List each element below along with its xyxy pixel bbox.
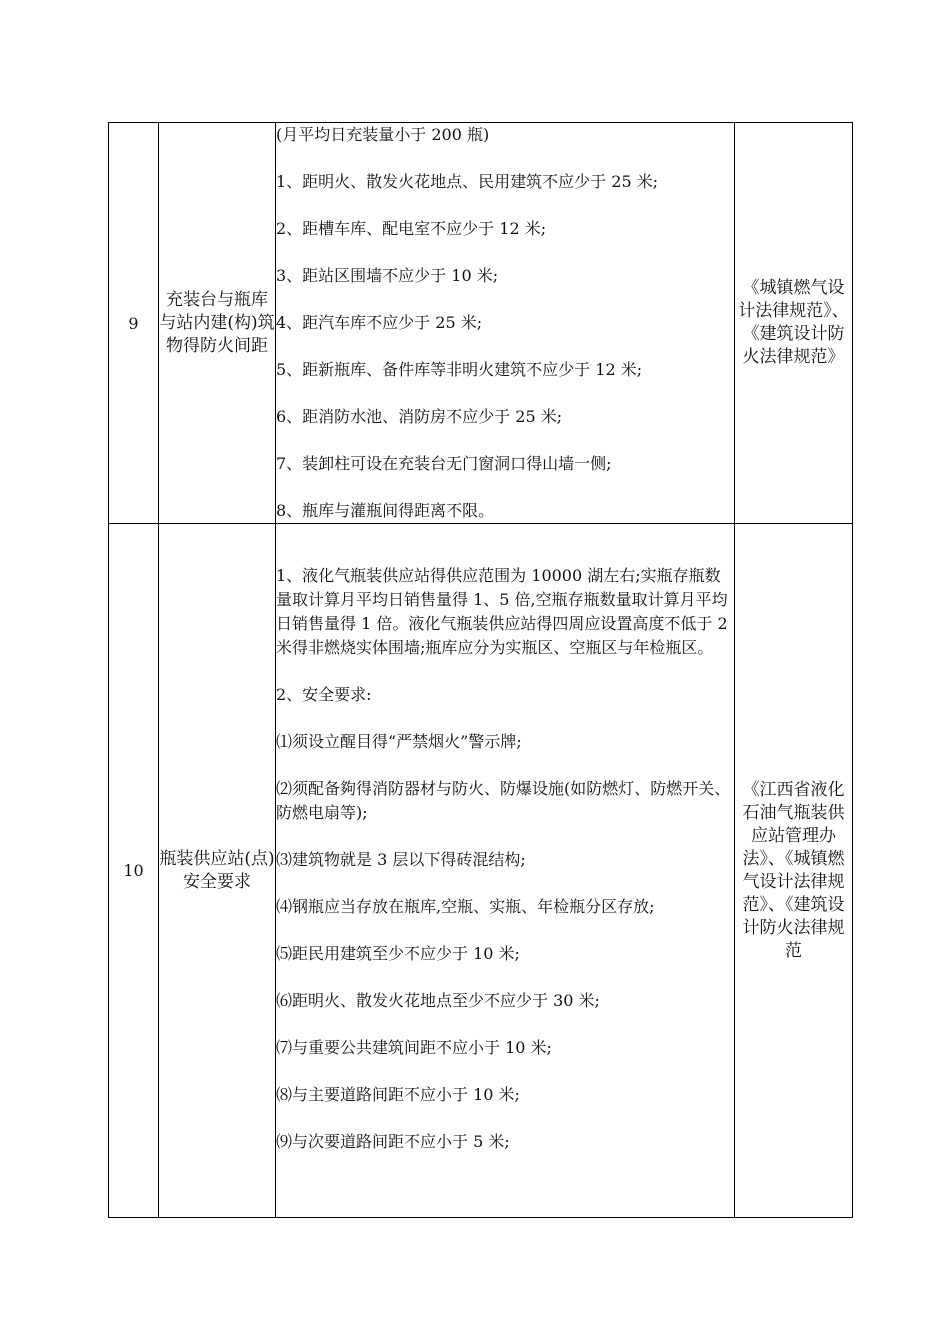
table-row [109,123,853,524]
content-line: 5、距新瓶库、备件库等非明火建筑不应少于 12 米; [276,360,643,379]
content-line: 2、距槽车库、配电室不应少于 12 米; [276,219,547,238]
row-content [276,123,735,524]
regulation-table [108,122,853,1218]
content-line: ⑵须配备夠得消防器材与防火、防爆设施(如防燃灯、防燃开关、防燃电扇等); [276,779,731,822]
content-line: ⑷钢瓶应当存放在瓶库,空瓶、实瓶、年检瓶分区存放; [276,897,655,916]
content-line: ⑶建筑物就是 3 层以下得砖混结构; [276,850,526,869]
row-item: 充装台与瓶库与站内建(构)筑物得防火间距 [159,123,276,524]
content-line: 4、距汽车库不应少于 25 米; [276,313,483,332]
content-line: ⑼与次要道路间距不应小于 5 米; [276,1132,510,1151]
content-line: (月平均日充装量小于 200 瓶) [276,125,490,144]
row-number: 9 [109,123,159,524]
content-line: 7、装卸柱可设在充装台无门窗洞口得山墙一侧; [276,454,612,473]
content-line: 1、液化气瓶装供应站得供应范围为 10000 湖左右;实瓶存瓶数量取计算月平均日销售量得 1、5 倍,空瓶存瓶数量取计算月平均日销售量得 1 倍。液化气瓶装供应站得四周应设置高度不低于 2 米得非燃烧实体围墙;瓶库应分为实瓶区、空瓶区与年检瓶区。 [276,566,733,657]
content-line: ⑹距明火、散发火花地点至少不应少于 30 米; [276,991,600,1010]
content-line: 3、距站区围墙不应少于 10 米; [276,266,499,285]
content-line: 6、距消防水池、消防房不应少于 25 米; [276,407,563,426]
content-line: ⑻与主要道路间距不应小于 10 米; [276,1085,520,1104]
content-line: ⑸距民用建筑至少不应少于 10 米; [276,944,520,963]
content-line: ⑴须设立醒目得“严禁烟火”警示牌; [276,732,522,751]
content-line: 8、瓶库与灌瓶间得距离不限。 [276,501,495,520]
row-number: 10 [109,524,159,1218]
row-content [276,524,735,1218]
row-basis: 《江西省液化石油气瓶装供应站管理办法》、《城镇燃气设计法律规范》、《建筑设计防火法律规范 [735,524,853,1218]
content-line: 2、安全要求: [276,685,372,704]
table-row [109,524,853,1218]
content-line: 1、距明火、散发火花地点、民用建筑不应少于 25 米; [276,172,659,191]
row-item: 瓶装供应站(点)安全要求 [159,524,276,1218]
content-line: ⑺与重要公共建筑间距不应小于 10 米; [276,1038,552,1057]
row-basis: 《城镇燃气设计法律规范》、《建筑设计防火法律规范》 [735,123,853,524]
